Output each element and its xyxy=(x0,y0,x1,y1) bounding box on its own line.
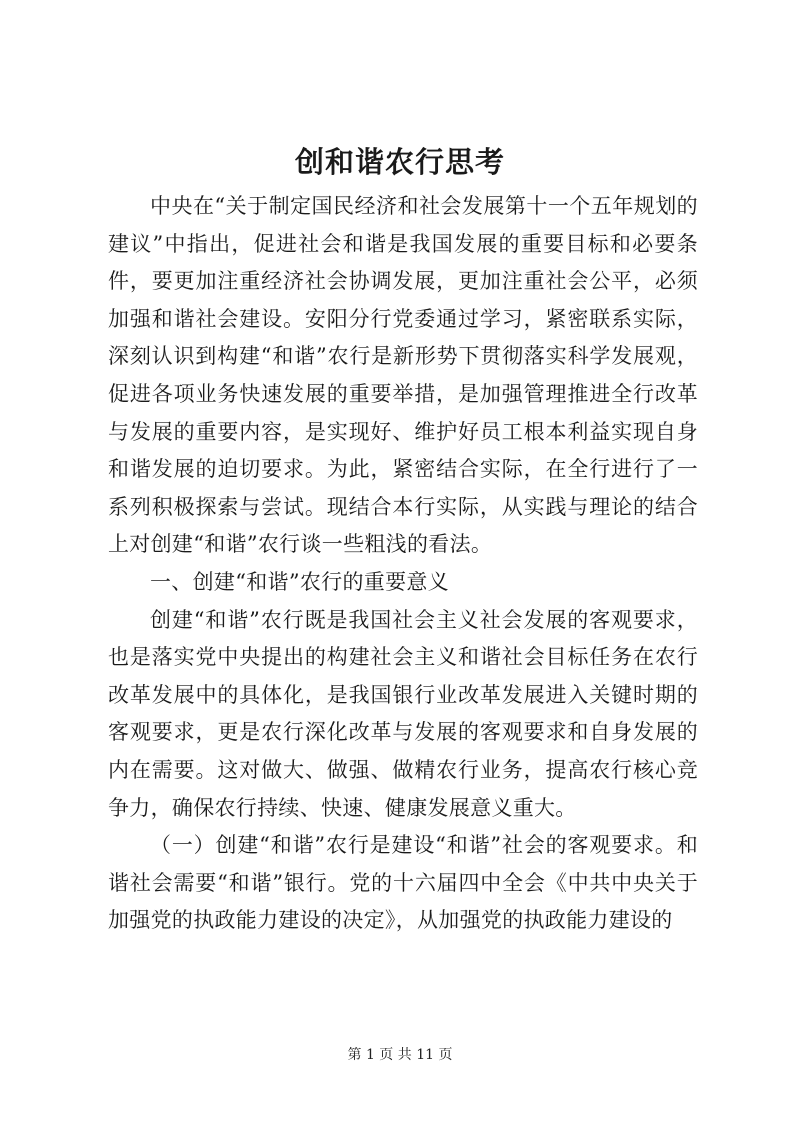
paragraph-intro: 中央在“关于制定国民经济和社会发展第十一个五年规划的建议”中指出，促进社会和谐是我国发展的重要目标和必要条件，要更加注重经济社会协调发展，更加注重社会公平，必须加强和谐社会建设。安阳分行党委通过学习，紧密联系实际，深刻认识到构建“和谐”农行是新形势下贯彻落实科学发展观，促进各项业务快速发展的重要举措，是加强管理推进全行改革与发展的重要内容，是实现好、维护好员工根本利益实现自身和谐发展的迫切要求。为此，紧密结合实际，在全行进行了一系列积极探索与尝试。现结合本行实际，从实践与理论的结合上对创建“和谐”农行谈一些粗浅的看法。 xyxy=(108,194,698,557)
section-heading-1: 一、创建“和谐”农行的重要意义 xyxy=(150,569,449,594)
paragraph-subsection-1: （一）创建“和谐”农行是建设“和谐”社会的客观要求。和谐社会需要“和谐”银行。党的十六届四中全会《中共中央关于加强党的执政能力建设的决定》，从加强党的执政能力建设的 xyxy=(108,833,698,933)
page-number-footer: 第 1 页 共 11 页 xyxy=(347,1047,453,1063)
document-body xyxy=(108,188,698,940)
page-title: 创和谐农行思考 xyxy=(294,145,505,179)
paragraph-significance: 创建“和谐”农行既是我国社会主义社会发展的客观要求，也是落实党中央提出的构建社会主义和谐社会目标任务在农行改革发展中的具体化，是我国银行业改革发展进入关键时期的客观要求，更是农行深化改革与发展的客观要求和自身发展的内在需要。这对做大、做强、做精农行业务，提高农行核心竞争力，确保农行持续、快速、健康发展意义重大。 xyxy=(108,607,698,820)
